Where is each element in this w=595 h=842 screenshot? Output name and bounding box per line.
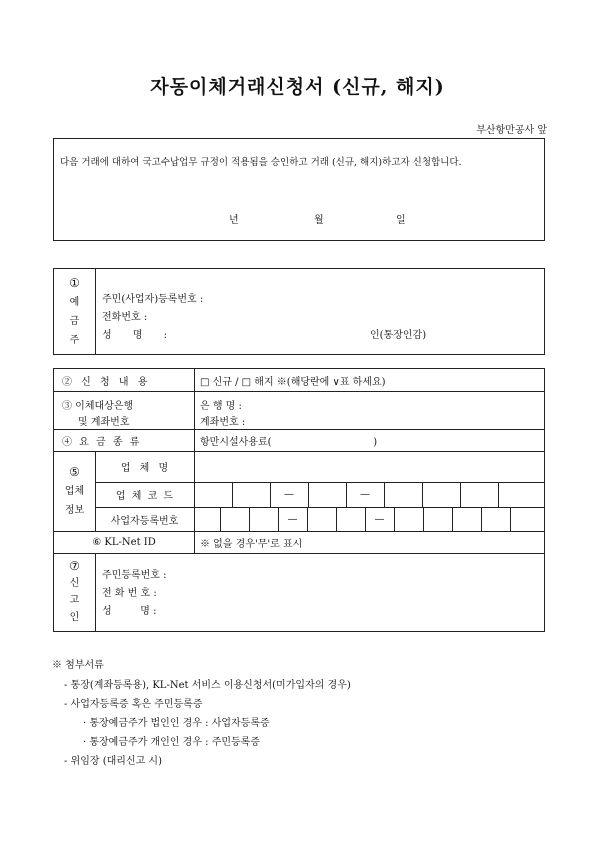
bizno-dash: —	[287, 513, 298, 525]
date-year: 년	[229, 215, 239, 226]
reporter-label-char: 신	[69, 578, 80, 589]
attachment-item: - 위임장 (대리신고 시)	[64, 756, 162, 767]
depositor-label-char: 금	[69, 315, 80, 327]
depositor-name: 성 명 :	[102, 330, 168, 341]
reporter-label	[54, 553, 95, 631]
code-dash: —	[284, 489, 294, 500]
reporter-number: ⑦	[69, 559, 80, 573]
depositor-label	[54, 269, 95, 354]
attachment-item: · 통장예금주가 법인인 경우 : 사업자등록증	[83, 718, 270, 729]
depositor-seal: 인(통장인감)	[370, 330, 427, 341]
date-day: 일	[396, 215, 406, 226]
application-table	[53, 368, 545, 632]
depositor-number: ①	[69, 275, 80, 290]
depositor-label-char: 예	[69, 296, 80, 308]
reporter-label-char: 고	[69, 595, 80, 606]
klnet-id-label: ⑥ KL-Net ID	[92, 536, 156, 548]
depositor-reg-no: 주민(사업자)등록번호 :	[102, 294, 204, 305]
attachments-header: ※ 첨부서류	[52, 660, 104, 671]
page-title: 자동이체거래신청서 (신규, 해지)	[150, 76, 445, 98]
depositor-label-char: 주	[69, 334, 80, 346]
attachment-item: · 통장예금주가 개인인 경우 : 주민등록증	[83, 737, 261, 748]
code-dash: —	[360, 489, 370, 500]
company-info-number: ⑤	[69, 464, 80, 479]
company-info-label-1: 업체	[64, 485, 85, 497]
bank-label-2: 및 계좌번호	[78, 417, 130, 428]
consent-text: 다음 거래에 대하여 국고수납업무 규정이 적용됨을 승인하고 거래 (신규, 해지)하고자 신청합니다.	[60, 157, 462, 168]
request-type-value[interactable]: □ 신규 / □ 해지 ※(해당란에 ∨표 하세요)	[200, 376, 386, 388]
date-month: 월	[314, 215, 324, 226]
bank-name-field[interactable]: 은 행 명 :	[200, 401, 242, 412]
bizno-dash: —	[374, 513, 385, 525]
reporter-reg-no[interactable]: 주민등록번호 :	[102, 570, 167, 581]
company-code-label: 업 체 코 드	[115, 491, 174, 502]
company-info-label-2: 정보	[64, 504, 85, 516]
account-number-field[interactable]: 계좌번호 :	[200, 417, 246, 428]
biz-reg-no-label: 사업자등록번호	[110, 515, 179, 527]
attachment-item: - 통장(계좌등록용), KL-Net 서비스 이용신청서(미가입자의 경우)	[64, 680, 351, 691]
depositor-box	[53, 268, 545, 355]
depositor-phone: 전화번호 :	[102, 312, 148, 323]
consent-box	[53, 138, 545, 241]
request-type-label: ② 신 청 내 용	[62, 376, 148, 388]
company-name-label: 업 체 명	[120, 463, 169, 474]
reporter-phone[interactable]: 전 화 번 호 :	[102, 588, 157, 599]
company-info-label	[54, 451, 95, 531]
fee-type-value[interactable]: 항만시설사용료( )	[200, 436, 378, 448]
reporter-name[interactable]: 성 명 :	[102, 606, 157, 617]
bank-label-1: ③ 이체대상은행	[62, 401, 134, 412]
reporter-label-char: 인	[69, 612, 80, 623]
fee-type-label: ④ 요 금 종 류	[62, 436, 140, 448]
attachment-item: - 사업자등록증 혹은 주민등록증	[64, 699, 203, 710]
addressee: 부산항만공사 앞	[476, 125, 547, 136]
klnet-id-note[interactable]: ※ 없을 경우'무'로 표시	[200, 538, 303, 550]
